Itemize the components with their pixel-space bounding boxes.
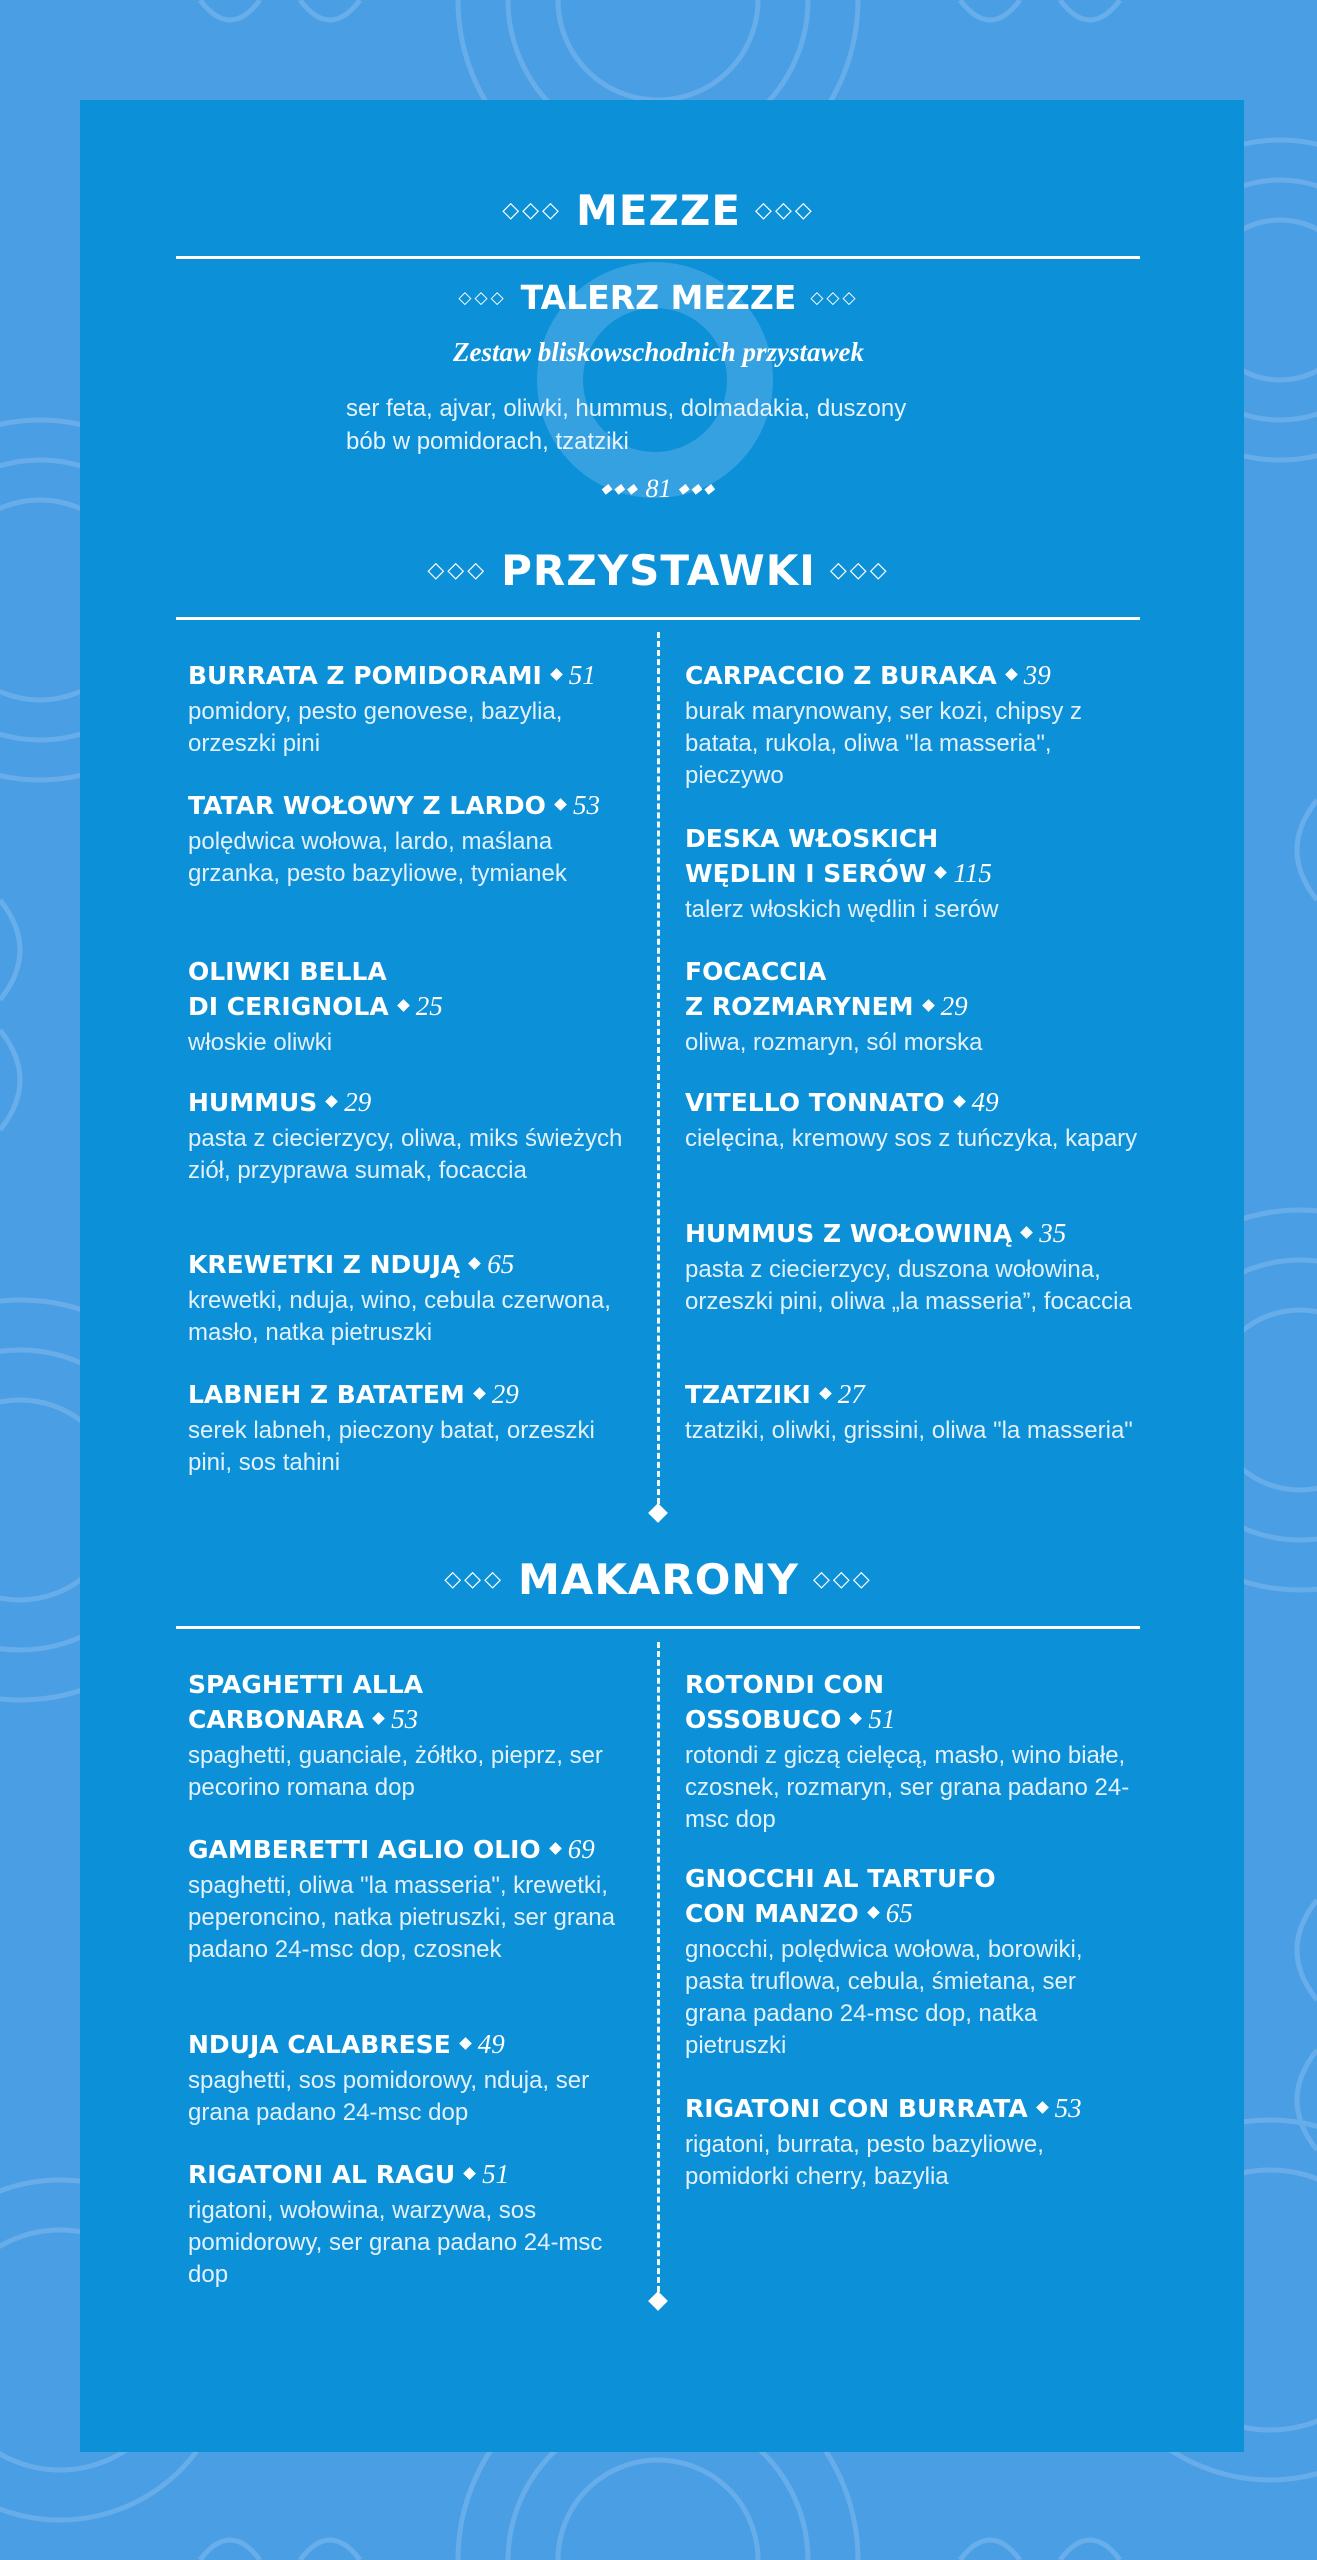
menu-item-name: [685, 1862, 1140, 1931]
diamond-ornament-icon: ◇◇◇: [810, 288, 859, 308]
menu-item-description: pomidory, pesto genovese, bazylia, orzeszki pini: [188, 698, 563, 757]
menu-item-name-part: GAMBERETTI AGLIO OLIO: [188, 1835, 541, 1864]
menu-item-name: [188, 1247, 643, 1282]
diamond-bullet-icon: [819, 1387, 832, 1400]
diamond-bullet-icon: [1036, 2101, 1049, 2114]
diamond-ornament-icon: ◇◇◇: [458, 288, 507, 308]
diamond-bullet-icon: [325, 1095, 338, 1108]
diamond-bullet-icon: [550, 668, 563, 681]
menu-item-name-part: TZATZIKI: [685, 1380, 811, 1409]
price-value: 81: [645, 474, 672, 503]
section-title-makarony: [0, 1555, 1317, 1604]
menu-item-name: [685, 822, 1140, 891]
menu-item-description: krewetki, nduja, wino, cebula czerwona, masło, natka pietruszki: [188, 1287, 611, 1346]
mezze-title: MEZZE: [575, 186, 742, 235]
menu-item: [685, 2091, 1140, 2193]
diamond-bullet-icon: [463, 2167, 476, 2180]
menu-item-price: 49: [971, 1087, 999, 1117]
menu-item: [685, 1216, 1140, 1318]
menu-item: [685, 822, 1140, 926]
description-line: bób w pomidorach, tzatziki: [346, 428, 629, 455]
dish-description: [346, 392, 986, 458]
menu-item-name-part: NDUJA CALABRESE: [188, 2030, 451, 2059]
menu-item: [188, 658, 643, 760]
menu-item-name: [188, 1668, 643, 1737]
menu-item-description: serek labneh, pieczony batat, orzeszki pini, sos tahini: [188, 1417, 595, 1476]
menu-item: [685, 955, 1140, 1059]
menu-item-name-part: FOCACCIA: [685, 957, 827, 986]
menu-item-name-part: DESKA WŁOSKICH: [685, 824, 939, 853]
menu-item-name-part: Z ROZMARYNEM: [685, 992, 914, 1021]
section-divider: [176, 617, 1140, 620]
menu-item-price: 53: [572, 790, 600, 820]
menu-item-price: 51: [868, 1704, 896, 1734]
menu-item-name-part: RIGATONI CON BURRATA: [685, 2094, 1028, 2123]
menu-item-name: [685, 2091, 1140, 2126]
menu-item-name-part: OSSOBUCO: [685, 1705, 842, 1734]
diamond-ornament-icon: ◇◇◇: [812, 1567, 873, 1592]
menu-item: [188, 788, 643, 890]
menu-item-name-part: GNOCCHI AL TARTUFO: [685, 1864, 996, 1893]
menu-item-description: pasta z ciecierzycy, duszona wołowina, orzeszki pini, oliwa „la masseria”, focaccia: [685, 1256, 1132, 1315]
menu-item-description: talerz włoskich wędlin i serów: [685, 896, 999, 923]
menu-item-name-part: OLIWKI BELLA: [188, 957, 387, 986]
diamond-ornament-icon: ◇◇◇: [427, 558, 488, 583]
menu-item-description: polędwica wołowa, lardo, maślana grzanka, pesto bazyliowe, tymianek: [188, 828, 567, 887]
menu-item-price: 39: [1023, 660, 1051, 690]
column-divider: [657, 1642, 660, 2292]
section-title-przystawki: [0, 546, 1317, 595]
menu-item-price: 115: [953, 858, 992, 888]
menu-item-name-part: CARBONARA: [188, 1705, 365, 1734]
dish-tagline: Zestaw bliskowschodnich przystawek: [452, 337, 865, 367]
menu-item-description: pasta z ciecierzycy, oliwa, miks świeżych ziół, przyprawa sumak, focaccia: [188, 1125, 623, 1184]
menu-item-price: 65: [487, 1249, 515, 1279]
diamond-bullet-icon: [1005, 668, 1018, 681]
menu-item-name-part: KREWETKI Z NDUJĄ: [188, 1250, 461, 1279]
diamond-bullet-icon: [473, 1387, 486, 1400]
diamond-bullet-icon: [459, 2037, 472, 2050]
menu-item-name-part: ROTONDI CON: [685, 1670, 885, 1699]
menu-item-description: oliwa, rozmaryn, sól morska: [685, 1029, 983, 1056]
menu-item: [188, 2027, 643, 2129]
diamond-ornament-icon: ◇◇◇: [444, 1567, 505, 1592]
diamond-ornament-icon: ◆◆◆: [600, 482, 639, 497]
menu-item-name-part: SPAGHETTI ALLA: [188, 1670, 424, 1699]
talerz-mezze-title: [0, 278, 1317, 317]
menu-item-price: 27: [837, 1379, 865, 1409]
makarony-title: MAKARONY: [518, 1555, 799, 1604]
menu-item-price: 25: [415, 991, 443, 1021]
menu-item-description: gnocchi, polędwica wołowa, borowiki, pasta truflowa, cebula, śmietana, ser grana padano 24-msc dop, natka pietruszki: [685, 1936, 1083, 2059]
menu-item: [188, 1085, 643, 1187]
menu-item-name: [685, 1377, 1140, 1412]
menu-item-name: [685, 1668, 1140, 1737]
menu-item-price: 35: [1039, 1218, 1067, 1248]
menu-item-price: 29: [940, 991, 968, 1021]
menu-item-price: 29: [344, 1087, 372, 1117]
menu-item: [685, 1085, 1140, 1155]
menu-item: [188, 1377, 643, 1479]
menu-item-price: 69: [567, 1834, 595, 1864]
menu-item-description: cielęcina, kremowy sos z tuńczyka, kapary: [685, 1125, 1138, 1152]
menu-item: [188, 1247, 643, 1349]
menu-item-name-part: TATAR WOŁOWY Z LARDO: [188, 791, 546, 820]
menu-item-name-part: WĘDLIN I SERÓW: [685, 859, 927, 888]
description-line: ser feta, ajvar, oliwki, hummus, dolmadakia, duszony: [346, 395, 907, 422]
menu-item-name: [685, 1085, 1140, 1120]
menu-item-name: [188, 1832, 643, 1867]
menu-item-name-part: RIGATONI AL RAGU: [188, 2160, 456, 2189]
diamond-bullet-icon: [554, 798, 567, 811]
menu-item-name: [685, 1216, 1140, 1251]
menu-item-description: rotondi z giczą cielęcą, masło, wino białe, czosnek, rozmaryn, ser grana padano 24-msc dop: [685, 1742, 1130, 1833]
menu-item-name: [188, 955, 643, 1024]
menu-item-name-part: DI CERIGNOLA: [188, 992, 389, 1021]
diamond-bullet-icon: [849, 1712, 862, 1725]
menu-item-price: 51: [482, 2159, 510, 2189]
menu-item: [188, 1832, 643, 1966]
menu-item-description: tzatziki, oliwki, grissini, oliwa "la masseria": [685, 1417, 1133, 1444]
menu-item-name: [188, 2027, 643, 2062]
diamond-bullet-icon: [549, 1842, 562, 1855]
section-divider: [176, 1626, 1140, 1629]
diamond-ornament-icon: ◇◇◇: [829, 558, 890, 583]
menu-item-description: spaghetti, oliwa "la masseria", krewetki, peperoncino, natka pietruszki, ser grana padano 24-msc dop, czosnek: [188, 1872, 615, 1963]
dish-name: TALERZ MEZZE: [520, 278, 797, 317]
menu-item-description: spaghetti, sos pomidorowy, nduja, ser grana padano 24-msc dop: [188, 2067, 590, 2126]
menu-item: [685, 1668, 1140, 1836]
section-title-mezze: [0, 186, 1317, 235]
menu-item: [188, 955, 643, 1059]
menu-item-name-part: HUMMUS: [188, 1088, 318, 1117]
menu-item: [685, 658, 1140, 792]
menu-item-name: [188, 1085, 643, 1120]
diamond-bullet-icon: [1020, 1226, 1033, 1239]
menu-item-name: [188, 658, 643, 693]
menu-item: [188, 2157, 643, 2291]
diamond-bullet-icon: [372, 1712, 385, 1725]
menu-item-description: rigatoni, wołowina, warzywa, sos pomidorowy, ser grana padano 24-msc dop: [188, 2197, 603, 2288]
menu-item-name: [188, 788, 643, 823]
menu-item-description: rigatoni, burrata, pesto bazyliowe, pomidorki cherry, bazylia: [685, 2131, 1044, 2190]
diamond-bullet-icon: [935, 866, 948, 879]
diamond-bullet-icon: [468, 1257, 481, 1270]
menu-item: [685, 1377, 1140, 1447]
menu-item-price: 53: [1054, 2093, 1082, 2123]
menu-item-description: burak marynowany, ser kozi, chipsy z batata, rukola, oliwa "la masseria", pieczywo: [685, 698, 1083, 789]
menu-item-description: włoskie oliwki: [188, 1029, 333, 1056]
menu-item-name-part: HUMMUS Z WOŁOWINĄ: [685, 1219, 1013, 1248]
menu-item-price: 51: [568, 660, 596, 690]
diamond-bullet-icon: [953, 1095, 966, 1108]
przystawki-title: PRZYSTAWKI: [501, 546, 816, 595]
menu-item-name: [685, 658, 1140, 693]
column-divider: [657, 632, 660, 1504]
menu-item-name: [188, 1377, 643, 1412]
diamond-ornament-icon: ◇◇◇: [502, 198, 562, 223]
menu-item-price: 65: [885, 1898, 913, 1928]
menu-item: [685, 1862, 1140, 2062]
dish-price: [0, 474, 1317, 504]
diamond-ornament-icon: ◇◇◇: [755, 198, 815, 223]
menu-item: [188, 1668, 643, 1804]
menu-item-name-part: BURRATA Z POMIDORAMI: [188, 661, 542, 690]
menu-item-description: spaghetti, guanciale, żółtko, pieprz, ser pecorino romana dop: [188, 1742, 603, 1801]
menu-item-name: [685, 955, 1140, 1024]
diamond-bullet-icon: [397, 999, 410, 1012]
menu-item-price: 49: [477, 2029, 505, 2059]
menu-item-name-part: VITELLO TONNATO: [685, 1088, 945, 1117]
menu-item-name-part: CARPACCIO Z BURAKA: [685, 661, 997, 690]
menu-item-name: [188, 2157, 643, 2192]
diamond-ornament-icon: ◆◆◆: [678, 482, 717, 497]
diamond-bullet-icon: [867, 1906, 880, 1919]
menu-item-name-part: LABNEH Z BATATEM: [188, 1380, 465, 1409]
menu-item-price: 53: [391, 1704, 419, 1734]
menu-item-name-part: CON MANZO: [685, 1899, 859, 1928]
diamond-bullet-icon: [922, 999, 935, 1012]
menu-item-price: 29: [491, 1379, 519, 1409]
